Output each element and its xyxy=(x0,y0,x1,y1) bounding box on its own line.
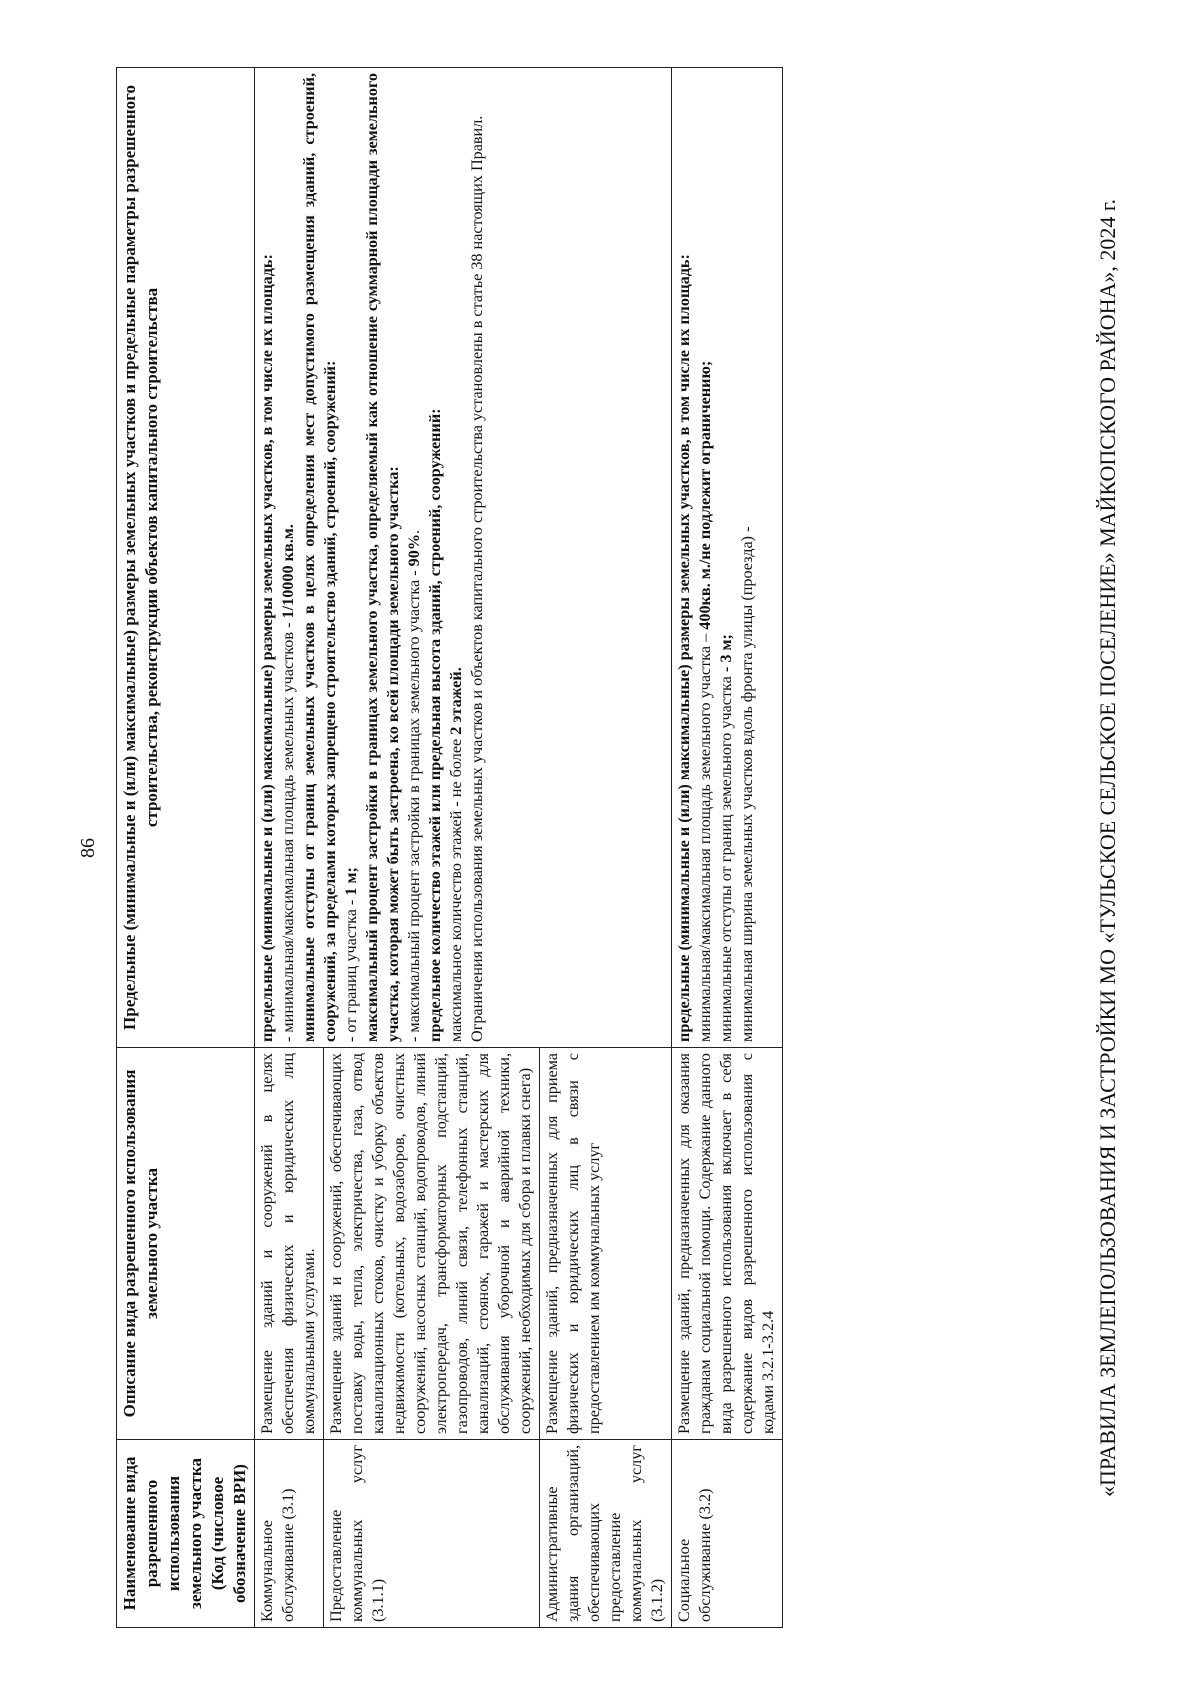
param-restriction-note: Ограничения использования земельных участков и объектов капитального строительства установлены в статье 38 настоящих Правил. xyxy=(468,115,486,1042)
vri-description: Размещение зданий, предназначенных для приема физических и юридических лиц в связи с предоставлением им коммунальных услуг xyxy=(540,1048,672,1440)
land-use-table xyxy=(116,67,783,1628)
param-value: 1/10000 кв.м. xyxy=(279,524,297,619)
param-line xyxy=(404,73,425,1042)
page-number: 86 xyxy=(77,838,99,858)
vri-name: Социальное обслуживание (3.2) xyxy=(672,1440,783,1628)
table-row xyxy=(255,68,324,1628)
param-line xyxy=(278,73,299,1042)
param-heading: максимальный процент застройки в границах земельного участка, определяемый как отношение суммарной площади земельного участка, которая может быть застроена, ко всей площади земельного участка: xyxy=(363,73,402,1042)
param-text: . xyxy=(405,529,423,534)
param-line: минимальная ширина земельных участков вдоль фронта улицы (проезда) - xyxy=(738,526,756,1042)
param-text: минимальная/максимальная площадь земельного участка – xyxy=(696,629,714,1042)
param-text: - от границ участка - xyxy=(342,895,360,1042)
document-footer: «ПРАВИЛА ЗЕМЛЕПОЛЬЗОВАНИЯ И ЗАСТРОЙКИ МО «ТУЛЬСКОЕ СЕЛЬСКОЕ ПОСЕЛЕНИЕ» МАЙКОПСКОГО РАЙОНА», 2024 г. xyxy=(1095,199,1120,1497)
param-line xyxy=(446,73,467,1042)
param-heading: предельные (минимальные и (или) максимальные) размеры земельных участков, в том числе их площадь: xyxy=(258,254,276,1042)
header-parameters: Предельные (минимальные и (или) максимальные) размеры земельных участков и предельные параметры разрешенного строительства, реконструкции объектов капитального строительства xyxy=(117,68,255,1048)
param-text: - максимальный процент застройки в границах земельного участка - xyxy=(405,566,423,1042)
param-heading: предельное количество этажей или предельная высота зданий, строений, сооружений: xyxy=(426,408,444,1042)
param-heading: предельные (минимальные и (или) максимальные) размеры земельных участков, в том числе их площадь: xyxy=(675,254,693,1042)
rotated-page xyxy=(70,68,1130,1628)
param-text: максимальное количество этажей - не более xyxy=(447,734,465,1042)
param-value: - 3 м; xyxy=(717,634,735,673)
param-line xyxy=(716,73,737,1042)
vri-description: Размещение зданий, предназначенных для оказания гражданам социальной помощи. Содержание данного вида разрешенного использования включает в себя содержание видов разрешенного использования с кодами 3.2.1-3.2.4 xyxy=(672,1048,783,1440)
param-line xyxy=(695,73,716,1042)
parameters-cell xyxy=(255,68,672,1048)
param-value: 1 м; xyxy=(342,867,360,896)
table-header-row xyxy=(117,68,255,1628)
param-text: минимальные отступы от границ земельного участка xyxy=(717,672,735,1042)
vri-description: Размещение зданий и сооружений, обеспечивающих поставку воды, тепла, электричества, газа, отвод канализационных стоков, очистку и уборку объектов недвижимости (котельных, водозаборов, очистных сооружений, насосных станций, водопроводов, линий электропередач, трансформаторных подстанций, газопроводов, линий связи, телефонных станций, канализаций, стоянок, гаражей и мастерских для обслуживания уборочной и аварийной техники, сооружений, необходимых для сбора и плавки снега) xyxy=(324,1048,540,1440)
vri-name: Административные здания организаций, обеспечивающих предоставление коммунальных услуг (3.1.2) xyxy=(540,1440,672,1628)
param-heading: минимальные отступы от границ земельных участков в целях определения мест допустимого размещения зданий, строений, сооружений, за пределами которых запрещено строительство зданий, строений, сооружений: xyxy=(300,73,339,1042)
param-line xyxy=(341,73,362,1042)
param-text: - минимальная/максимальная площадь земельных участков - xyxy=(279,618,297,1042)
vri-name: Коммунальное обслуживание (3.1) xyxy=(255,1440,324,1628)
vri-description: Размещение зданий и сооружений в целях обеспечения физических и юридических лиц коммунальными услугами. xyxy=(255,1048,324,1440)
parameters-cell xyxy=(672,68,783,1048)
table-row xyxy=(672,68,783,1628)
param-value: 2 этажей. xyxy=(447,667,465,735)
header-vri-name: Наименование вида разрешенного использования земельного участка (Код (числовое обозначение ВРИ) xyxy=(117,1440,255,1628)
param-value: 400кв. м./не подлежит ограничению; xyxy=(696,360,714,630)
vri-name: Предоставление коммунальных услуг (3.1.1) xyxy=(324,1440,540,1628)
param-value: 90% xyxy=(405,533,423,567)
header-vri-description: Описание вида разрешенного использования земельного участка xyxy=(117,1048,255,1440)
